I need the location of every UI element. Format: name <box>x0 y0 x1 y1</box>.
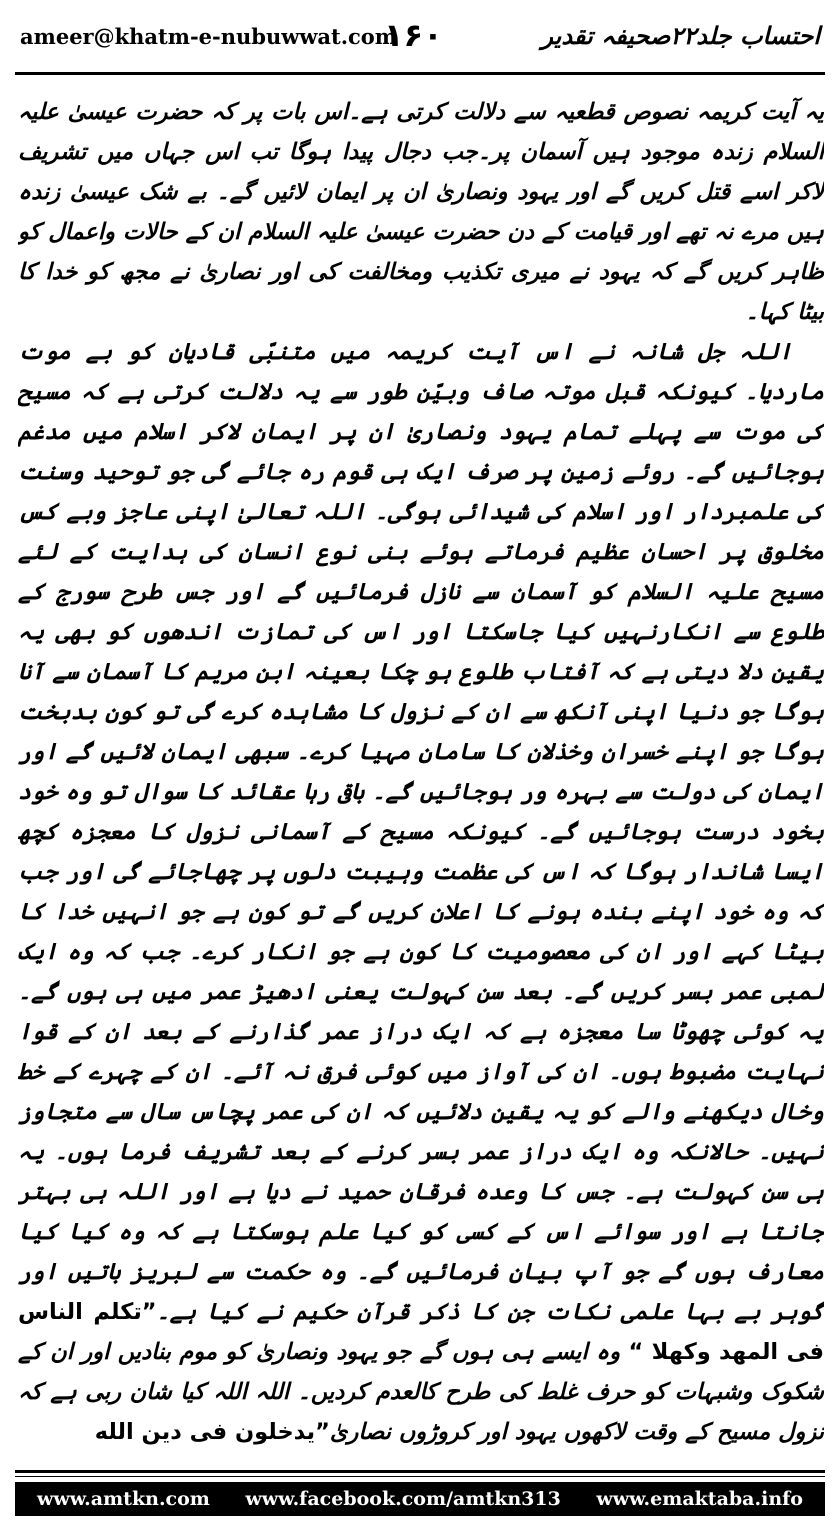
header-title: احتساب جلد۲۲صحیفہ تقدیر <box>541 22 820 50</box>
paragraph-1: یہ آیت کریمہ نصوص قطعیہ سے دلالت کرتی ہے۔اس بات پر کہ حضرت عیسیٰ علیہ السلام زندہ موجود ہیں آسمان پر۔جب دجال پیدا ہوگا تب اس جہاں میں تشریف لاکر اسے قتل کریں گے اور یہود ونصاریٰ ان پر ایمان لائیں گے۔ بے شک عیسیٰ زندہ ہیں مرے نہ تھے اور قیامت کے دن حضرت عیسیٰ علیہ السلام ان کے حالات واعمال کو ظاہر کریں گے کہ یہود نے میری تکذیب ومخالفت کی اور نصاریٰ نے مجھ کو خدا کا بیٹا کہا۔ <box>18 99 824 325</box>
quran-quote-1: ”تکلم الناس فی المهد وكهلا “ <box>18 1299 824 1365</box>
page-footer <box>0 1470 840 1540</box>
header-rule <box>15 72 825 75</box>
paragraph-2-text: اللہ جل شانہ نے اس آیت کریمہ میں متنبّی قادیان کو بے موت ماردیا۔ کیونکہ قبل موتہ صاف وبیّن طور سے یہ دلالت کرتی ہے کہ مسیح کی موت سے پہلے تمام یہود ونصاریٰ ان پر ایمان لاکر اسلام میں مدغم ہوجائیں گے۔ روئے زمین پر صرف ایک ہی قوم رہ جائے گی جو توحید وسنت کی علمبردار اور اسلام کی شیدائی ہوگی۔ اللہ تعالیٰ اپنی عاجز وبے کس مخلوق پر احسان عظیم فرماتے ہوئے بنی نوع انسان کی ہدایت کے لئے مسیح علیہ السلام کو آسمان سے نازل فرمائیں گے اور جس طرح سورج کے طلوع سے انکارنہیں کیا جاسکتا اور اس کی تمازت اندھوں کو بھی یہ یقین دلا دیتی ہے کہ آفتاب طلوع ہو چکا بعینہ ابن مریم کا آسمان سے آنا ہوگا جو دنیا اپنی آنکھ سے ان کے نزول کا مشاہدہ کرے گی تو کون بدبخت ہوگا جو اپنے خسران وخذلان کا سامان مہیا کرے۔ سبھی ایمان لائیں گے اور ایمان کی دولت سے بہرہ ور ہوجائیں گے۔ باقی رہا عقائد کا سوال تو وہ خود بخود درست ہوجائیں گے۔ کیونکہ مسیح کے آسمانی نزول کا معجزہ کچھ ایسا شاندار ہوگا کہ اس کی عظمت وہیبت دلوں پر چھاجائے گی اور جب کہ وہ خود اپنے بندہ ہونے کا اعلان کریں گے تو کون ہے جو انہیں خدا کا بیٹا کہے اور ان کی معصومیت کا کون ہے جو انکار کرے۔ جب کہ وہ ایک لمبی عمر بسر کریں گے۔ بعد سن کہولت یعنی ادھیڑ عمر میں ہی ہوں گے۔ یہ کوئی چھوٹا سا معجزہ ہے کہ ایک دراز عمر گذارنے کے بعد ان کے قوا نہایت مضبوط ہوں۔ ان کی آواز میں کوئی فرق نہ آئے۔ ان کے چہرے کے خط وخال دیکھنے والے کو یہ یقین دلائیں کہ ان کی عمر پچاس سال سے متجاوز نہیں۔ حالانکہ وہ ایک دراز عمر بسر کرنے کے بعد تشریف فرما ہوں۔ یہ ہی سن کہولت ہے۔ جس کا وعدہ فرقان حمید نے دیا ہے اور اللہ ہی بہتر جانتا ہے اور سوائے اس کے کسی کو کیا علم ہوسکتا ہے کہ وہ کیا کیا معارف ہوں گے جو آپ بیان فرمائیں گے۔ وہ حکمت سے لبریز باتیں اور گوہر بے بہا علمی نکات جن کا ذکر قرآن حکیم نے کیا ہے۔ <box>18 339 824 1325</box>
quran-quote-2: ”یدخلون فی دین الله <box>94 1419 330 1445</box>
footer-rule-thick <box>15 1470 825 1473</box>
footer-link-emaktaba[interactable]: www.emaktaba.info <box>596 1488 803 1510</box>
page-number: ۱۶۰ <box>384 16 443 54</box>
paragraph-2 <box>18 332 824 1452</box>
header-email: ameer@khatm-e-nubuwwat.com <box>20 24 398 49</box>
paragraph-2-continued: وہ ایسے ہی ہوں گے جو یہود ونصاریٰ کو موم بنادیں اور ان کے شکوک وشبہات کو حرف غلط کی طرح کالعدم کردیں۔ اللہ اللہ کیا شان ربی ہے کہ نزول مسیح کے وقت لاکھوں یہود اور کروڑوں نصاریٰ <box>18 1339 824 1445</box>
footer-link-amtkn[interactable]: www.amtkn.com <box>37 1488 210 1510</box>
footer-links-bar <box>15 1482 825 1516</box>
page-header <box>0 0 840 76</box>
body-text <box>18 92 824 1458</box>
footer-rule-thin <box>15 1476 825 1477</box>
footer-link-facebook[interactable]: www.facebook.com/amtkn313 <box>245 1488 561 1510</box>
